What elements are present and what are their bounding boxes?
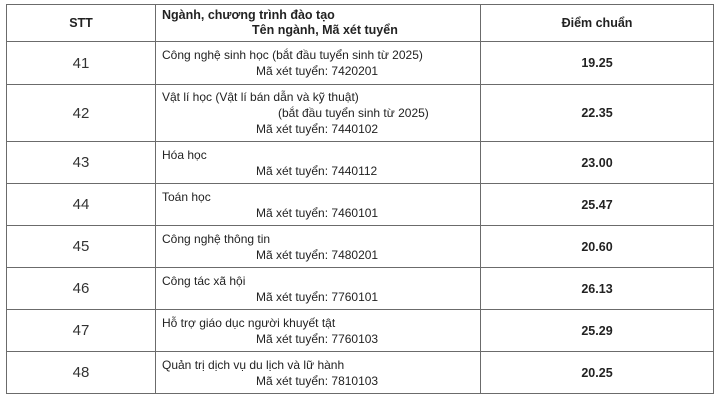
row-stt: 41 (7, 42, 156, 85)
program-code-line (162, 331, 480, 347)
row-score: 19.25 (481, 42, 714, 85)
row-program (156, 142, 481, 184)
code-label: Mã xét tuyển: (256, 331, 329, 346)
row-stt: 47 (7, 310, 156, 352)
program-name: Quản trị dịch vụ du lịch và lữ hành (162, 357, 345, 372)
program-name: Công nghệ thông tin (162, 231, 271, 246)
row-program (156, 184, 481, 226)
program-name: Công tác xã hội (162, 273, 246, 288)
row-score: 25.29 (481, 310, 714, 352)
row-program (156, 352, 481, 394)
table-row (7, 268, 714, 310)
row-program (156, 226, 481, 268)
program-code-line (162, 205, 480, 221)
code-label: Mã xét tuyển: (256, 373, 329, 388)
program-code-line (162, 373, 480, 389)
program-code: 7810103 (331, 373, 379, 388)
row-score: 20.60 (481, 226, 714, 268)
program-code-line (162, 63, 480, 79)
table-row (7, 142, 714, 184)
program-code-line (162, 247, 480, 263)
table-row (7, 42, 714, 85)
program-code-line (162, 121, 480, 137)
row-program (156, 268, 481, 310)
header-program-line1: Ngành, chương trình đào tạo (162, 8, 335, 22)
row-stt: 45 (7, 226, 156, 268)
table-header-row (7, 5, 714, 42)
row-score: 26.13 (481, 268, 714, 310)
program-code: 7480201 (331, 247, 379, 262)
program-code: 7460101 (331, 205, 379, 220)
table-row (7, 184, 714, 226)
program-code-line (162, 163, 480, 179)
table-row (7, 226, 714, 268)
code-label: Mã xét tuyển: (256, 163, 329, 178)
header-program (156, 5, 481, 42)
program-code: 7440112 (331, 163, 378, 178)
code-label: Mã xét tuyển: (256, 289, 329, 304)
program-name: Hỗ trợ giáo dục người khuyết tật (162, 315, 336, 330)
row-stt: 46 (7, 268, 156, 310)
row-stt: 44 (7, 184, 156, 226)
code-label: Mã xét tuyển: (256, 247, 329, 262)
table-row (7, 310, 714, 352)
row-program (156, 42, 481, 85)
admission-scores-table (6, 4, 714, 394)
program-code-line (162, 289, 480, 305)
program-name: Công nghệ sinh học (bắt đầu tuyển sinh từ 2025) (162, 48, 423, 62)
row-score: 23.00 (481, 142, 714, 184)
program-code: 7420201 (331, 64, 379, 78)
row-program (156, 310, 481, 352)
row-score: 20.25 (481, 352, 714, 394)
table-row (7, 352, 714, 394)
row-stt: 43 (7, 142, 156, 184)
header-stt: STT (7, 5, 156, 42)
program-name: Toán học (162, 189, 211, 204)
program-code: 7440102 (331, 122, 379, 136)
row-program (156, 85, 481, 142)
header-score: Điểm chuẩn (481, 5, 714, 42)
header-program-line2: Tên ngành, Mã xét tuyển (252, 23, 398, 37)
program-name: Hóa học (162, 147, 207, 162)
program-name: Vật lí học (Vật lí bán dẫn và kỹ thuật) (162, 90, 359, 104)
code-label: Mã xét tuyển: (256, 64, 329, 78)
row-stt: 42 (7, 85, 156, 142)
row-stt: 48 (7, 352, 156, 394)
row-score: 25.47 (481, 184, 714, 226)
table-row (7, 85, 714, 142)
program-code: 7760103 (331, 331, 379, 346)
code-label: Mã xét tuyển: (256, 205, 329, 220)
program-code: 7760101 (331, 289, 379, 304)
program-note: (bắt đầu tuyển sinh từ 2025) (278, 106, 429, 120)
row-score: 22.35 (481, 85, 714, 142)
code-label: Mã xét tuyển: (256, 122, 329, 136)
